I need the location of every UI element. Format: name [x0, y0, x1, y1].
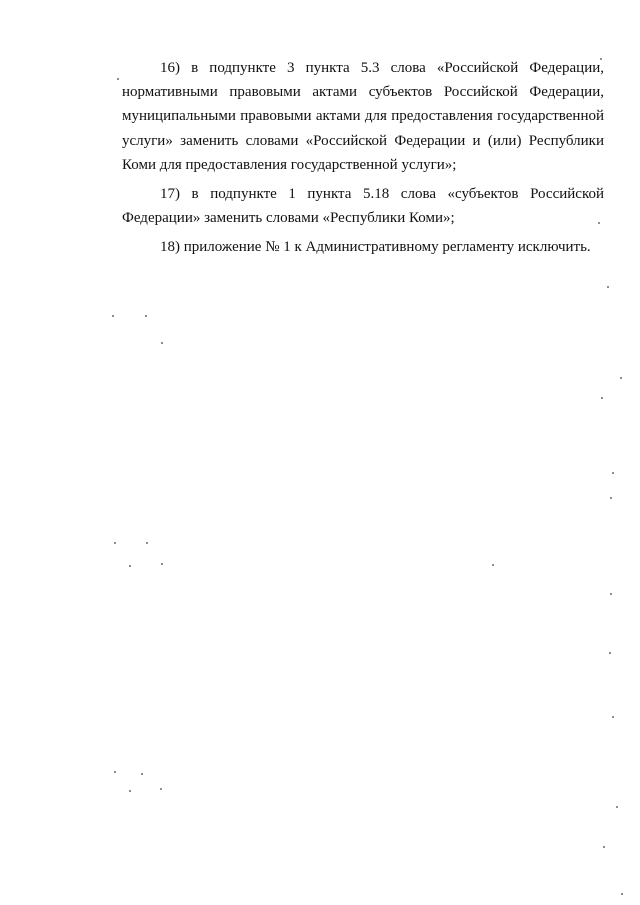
scan-speck [161, 563, 163, 565]
scan-speck [603, 846, 605, 848]
paragraph-item-16: 16) в подпункте 3 пункта 5.3 слова «Российской Федерации, нормативными правовыми актами субъектов Российской Федерации, муниципальными правовыми актами для предоставления государственной услуги» заменить словами «Российской Федерации и (или) Республики Коми для предоставления государственной услуги»; [122, 60, 604, 173]
scan-speck [114, 542, 116, 544]
scan-speck [141, 773, 143, 775]
scan-speck [620, 377, 622, 379]
scan-speck [129, 565, 131, 567]
scan-speck [161, 342, 163, 344]
scan-speck [612, 472, 614, 474]
scan-speck [607, 286, 609, 288]
document-body [122, 56, 604, 260]
paragraph-item-17: 17) в подпункте 1 пункта 5.18 слова «субъектов Российской Федерации» заменить словами «Республики Коми»; [122, 186, 604, 227]
scan-speck [616, 806, 618, 808]
scan-speck [117, 78, 119, 80]
paragraph-item-18: 18) приложение № 1 к Административному регламенту исключить. [160, 239, 591, 256]
scan-speck [612, 716, 614, 718]
scan-speck [129, 790, 131, 792]
scan-speck [601, 397, 603, 399]
scan-speck [492, 564, 494, 566]
scan-speck [610, 593, 612, 595]
scan-speck [609, 652, 611, 654]
scan-speck [146, 542, 148, 544]
scan-speck [621, 893, 623, 895]
scan-speck [145, 315, 147, 317]
scan-speck [610, 497, 612, 499]
scan-speck [160, 788, 162, 790]
scan-speck [598, 222, 600, 224]
scan-speck [114, 771, 116, 773]
scan-speck [112, 315, 114, 317]
scan-speck [600, 58, 602, 60]
